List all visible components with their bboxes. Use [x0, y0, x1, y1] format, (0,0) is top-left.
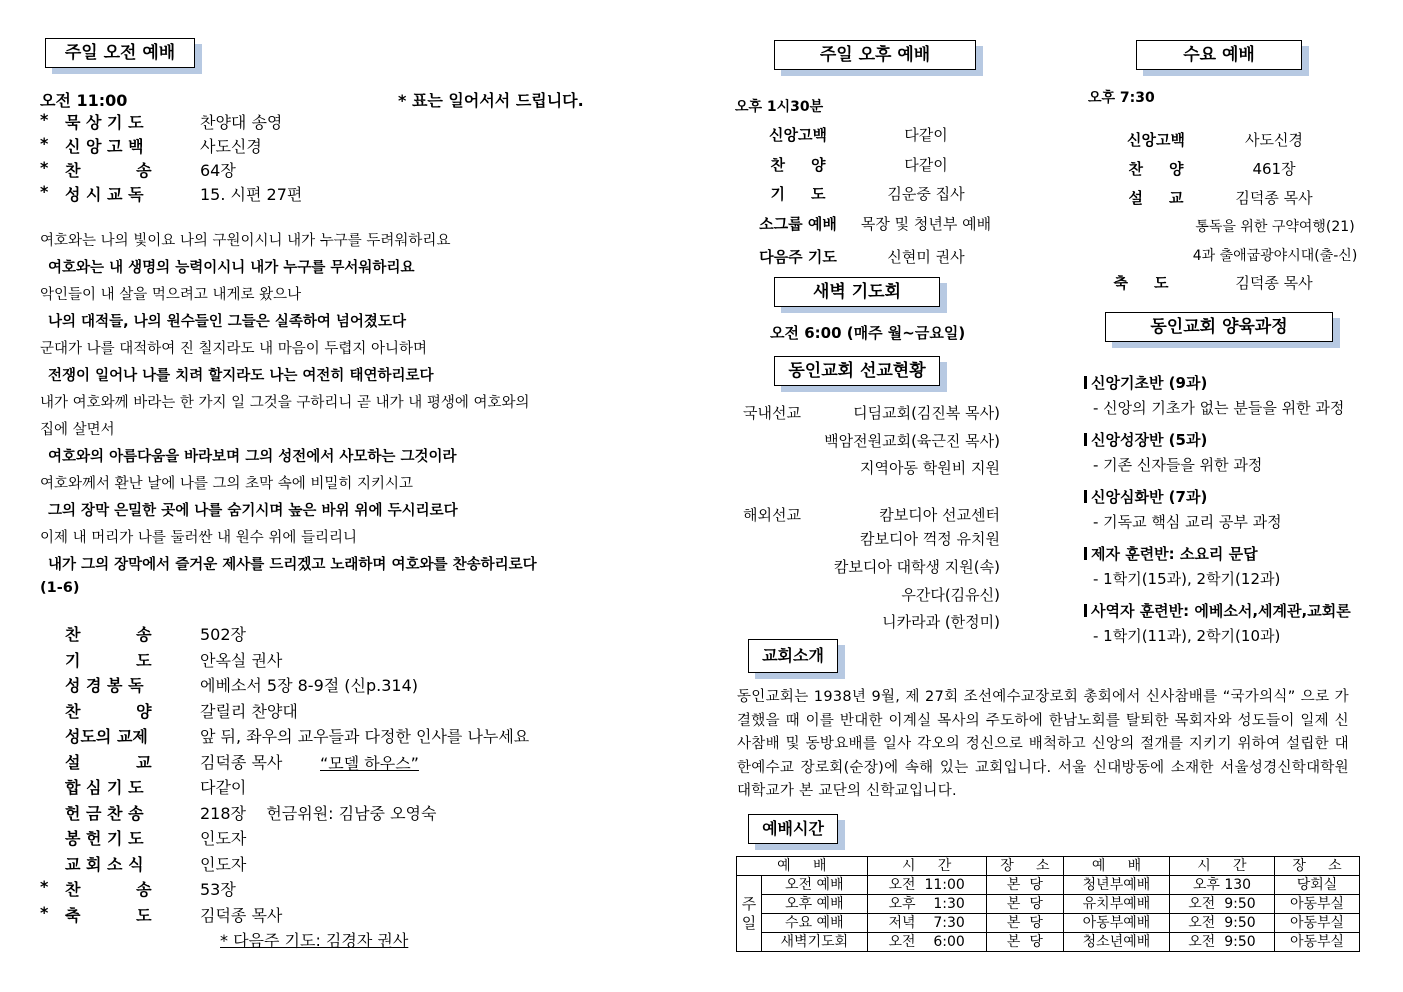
order-value: 64장: [200, 161, 236, 180]
course-desc: - 기독교 핵심 교리 공부 과정: [1093, 513, 1282, 531]
psalm-line: 내가 그의 장막에서 즐거운 제사를 드리겠고 노래하며 여호와를 찬송하리로다: [48, 557, 537, 573]
schedule-cell: 오후 1:30: [867, 895, 986, 914]
intro-text: 동인교회는 1938년 9월, 제 27회 조선예수교장로회 총회에서 신사참배를 “국가의식” 으로 가결했을 때 이를 반대한 이계실 목사의 주도하에 한남노회를 탈퇴한 목회자와 성도들이 일제 신사참배 및 동방요배를 일사 각오의 정신으로 배척하고 신앙의 절개를 지키기 위하여 설립한 대한예수교 장로회(순장)에 속해 있는 교회입니다. 서울 신대방동에 소재한 서울성경신학대학원대학교가 본 교단의 신학교입니다.: [737, 689, 1349, 799]
order-value: 다같이: [200, 778, 247, 797]
wednesday-label: 신앙고백: [1127, 131, 1185, 149]
order-label: 신 앙 고 백: [65, 137, 144, 156]
course-title: [1084, 600, 1351, 621]
wednesday-label: 찬 양: [1128, 160, 1184, 178]
domestic-mission: 백암전원교회(육근진 목사): [824, 432, 1000, 450]
course-title: [1084, 486, 1207, 507]
course-desc: - 기존 신자들을 위한 과정: [1093, 456, 1263, 474]
psalm-line: 집에 살면서: [40, 422, 115, 438]
afternoon-value: 목장 및 청년부 예배: [860, 215, 992, 233]
schedule-cell: 본 당: [986, 933, 1063, 952]
mission-header: 동인교회 선교현황: [774, 356, 940, 386]
order-label: 성 시 교 독: [65, 185, 144, 204]
schedule-row: [737, 933, 1360, 952]
order-value: 53장: [200, 880, 236, 899]
schedule-cell: 아동부실: [1275, 933, 1360, 952]
schedule-column-header: 시 간: [1169, 857, 1274, 876]
psalm-line: 악인들이 내 살을 먹으려고 내게로 왔으나: [40, 287, 302, 303]
psalm-line: 전쟁이 일어나 나를 치려 할지라도 나는 여전히 태연하리로다: [48, 368, 434, 384]
course-title: [1084, 372, 1207, 393]
order-label: 헌 금 찬 송: [65, 803, 144, 823]
psalm-line: 군대가 나를 대적하여 진 칠지라도 내 마음이 두렵지 아니하며: [40, 341, 428, 357]
afternoon-value: 다같이: [904, 126, 948, 144]
course-desc: - 1학기(11과), 2학기(10과): [1093, 627, 1281, 645]
schedule-table: [736, 856, 1360, 952]
schedule-cell: 오전 9:50: [1169, 914, 1274, 933]
psalm-line: 나의 대적들, 나의 원수들인 그들은 실족하여 넘어졌도다: [48, 314, 406, 330]
order-value: 15. 시편 27편: [200, 185, 303, 204]
schedule-cell: 본 당: [986, 876, 1063, 895]
psalm-line: 여호와는 내 생명의 능력이시니 내가 누구를 무서워하리요: [48, 260, 415, 276]
order-label: 기 도: [65, 650, 152, 670]
course-title-text: 신앙심화반 (7과): [1091, 488, 1208, 506]
course-bullet: [1084, 490, 1087, 503]
course-bullet: [1084, 433, 1087, 446]
schedule-cell: 오전 6:00: [867, 933, 986, 952]
schedule-row: [737, 895, 1360, 914]
psalm-line: 여호와의 아름다움을 바라보며 그의 성전에서 사모하는 그것이라: [48, 449, 457, 465]
afternoon-label: 신앙고백: [769, 126, 827, 144]
afternoon-label: 찬 양: [770, 156, 826, 174]
schedule-cell: 본 당: [986, 895, 1063, 914]
order-label: 성 경 봉 독: [65, 676, 144, 695]
psalm-line: 여호와께서 환난 날에 나를 그의 초막 속에 비밀히 지키시고: [40, 476, 414, 492]
overseas-mission: 캄보디아 선교센터: [879, 506, 1000, 524]
afternoon-time: 오후 1시30분: [735, 99, 824, 115]
overseas-label: 해외선교: [743, 506, 801, 524]
order-label: 교 회 소 식: [65, 854, 144, 874]
intro-header: 교회소개: [748, 639, 838, 673]
course-bullet: [1084, 604, 1087, 617]
wednesday-service-header: 수요 예배: [1136, 40, 1302, 70]
morning-service-header: 주일 오전 예배: [45, 38, 195, 68]
course-title-text: 제자 훈련반: 소요리 문답: [1091, 545, 1258, 563]
schedule-cell: 청소년예배: [1064, 933, 1170, 952]
order-mark: *: [40, 110, 49, 129]
schedule-cell: 본 당: [986, 914, 1063, 933]
afternoon-service-header: 주일 오후 예배: [774, 40, 976, 70]
order-value: 김덕종 목사: [200, 752, 283, 772]
schedule-cell: 오전 9:50: [1169, 933, 1274, 952]
course-bullet: [1084, 547, 1087, 560]
order-value: 502장: [200, 625, 246, 644]
standing-note: * 표는 일어서서 드립니다.: [398, 91, 584, 110]
order-mark: *: [40, 902, 49, 922]
schedule-cell: 오전 9:50: [1169, 895, 1274, 914]
schedule-cell: 새벽기도회: [762, 933, 868, 952]
overseas-mission: 캄보디아 대학생 지원(속): [833, 558, 1000, 576]
schedule-side-label: 주 일: [737, 876, 762, 952]
overseas-mission: 우간다(김유신): [901, 586, 1000, 604]
afternoon-label: 다음주 기도: [759, 248, 837, 266]
order-label: 설 교: [65, 752, 152, 772]
psalm-line: 내가 여호와께 바라는 한 가지 일 그것을 구하리니 곧 내가 내 평생에 여호와의: [40, 395, 530, 411]
order-value: 인도자: [200, 829, 247, 848]
schedule-row: [737, 914, 1360, 933]
dawn-prayer-header: 새벽 기도회: [774, 277, 940, 307]
wednesday-value: 사도신경: [1245, 131, 1303, 149]
order-label: 봉 헌 기 도: [65, 829, 144, 848]
course-title: [1084, 429, 1207, 450]
schedule-cell: 아동부실: [1275, 895, 1360, 914]
order-value: 찬양대 송영: [200, 113, 283, 132]
schedule-cell: 아동부실: [1275, 914, 1360, 933]
order-label: 성도의 교제: [65, 727, 148, 746]
order-mark: *: [40, 134, 49, 153]
order-value: 갈릴리 찬양대: [200, 701, 298, 721]
order-mark: *: [40, 182, 49, 201]
afternoon-value: 다같이: [904, 156, 948, 174]
training-header: 동인교회 양육과정: [1105, 312, 1333, 342]
overseas-mission: 캄보디아 꺽정 유치원: [860, 530, 1000, 548]
afternoon-value: 신현미 권사: [887, 248, 965, 266]
psalm-line: 그의 장막 은밀한 곳에 나를 숨기시며 높은 바위 위에 두시리로다: [48, 503, 458, 519]
wednesday-time: 오후 7:30: [1088, 90, 1155, 106]
schedule-cell: 오전 11:00: [867, 876, 986, 895]
afternoon-value: 김운중 집사: [887, 185, 965, 203]
course-title: [1084, 543, 1258, 564]
morning-time: 오전 11:00: [40, 91, 128, 110]
schedule-header-row: [737, 857, 1360, 876]
domestic-label: 국내선교: [743, 404, 801, 422]
afternoon-label: 소그룹 예배: [759, 215, 837, 233]
course-title-text: 신앙기초반 (9과): [1091, 374, 1208, 392]
order-label: 찬 송: [65, 161, 152, 180]
schedule-cell: 아동부예배: [1064, 914, 1170, 933]
order-value: 사도신경: [200, 137, 262, 156]
overseas-mission: 니카라과 (한정미): [882, 613, 1000, 631]
schedule-cell: 오후 130: [1169, 876, 1274, 895]
schedule-cell: 당회실: [1275, 876, 1360, 895]
psalm-line: 이제 내 머리가 나를 둘러싼 내 원수 위에 들리리니: [40, 530, 358, 546]
course-title-text: 신앙성장반 (5과): [1091, 431, 1208, 449]
dawn-time: 오전 6:00 (매주 월~금요일): [770, 324, 966, 342]
schedule-column-header: 예 배: [1064, 857, 1170, 876]
course-desc: - 1학기(15과), 2학기(12과): [1093, 570, 1281, 588]
wednesday-value: 461장: [1252, 160, 1296, 178]
domestic-mission: 지역아동 학원비 지원: [860, 459, 1000, 477]
schedule-cell: 유치부예배: [1064, 895, 1170, 914]
order-mark: *: [40, 877, 49, 896]
domestic-mission: 디딤교회(김진복 목사): [853, 404, 1000, 422]
order-value: 218장 헌금위원: 김남중 오영숙: [200, 803, 437, 823]
wednesday-label: 설 교: [1128, 189, 1184, 207]
order-value: 인도자: [200, 854, 247, 874]
order-label: 찬 송: [65, 625, 152, 644]
schedule-column-header: 예 배: [737, 857, 868, 876]
schedule-cell: 오전 예배: [762, 876, 868, 895]
wednesday-value: 김덕종 목사: [1235, 189, 1313, 207]
afternoon-label: 기 도: [770, 185, 826, 203]
schedule-column-header: 시 간: [867, 857, 986, 876]
psalm-line: 여호와는 나의 빛이요 나의 구원이시니 내가 누구를 두려워하리요: [40, 233, 451, 249]
order-label: 찬 양: [65, 701, 152, 721]
wednesday-label: 축 도: [1113, 274, 1169, 292]
schedule-column-header: 장 소: [986, 857, 1063, 876]
schedule-row: [737, 876, 1360, 895]
order-value: 안옥실 권사: [200, 650, 283, 670]
order-value: 김덕종 목사: [200, 905, 283, 925]
course-desc: - 신앙의 기초가 없는 분들을 위한 과정: [1093, 399, 1345, 417]
schedule-header: 예배시간: [748, 814, 838, 844]
wednesday-sermon-line: 4과 출애굽광야시대(출-신): [1192, 248, 1358, 264]
sermon-title: “모델 하우스”: [320, 754, 419, 773]
order-value: 에베소서 5장 8-9절 (신p.314): [200, 676, 419, 695]
course-title-text: 사역자 훈련반: 에베소서,세계관,교회론: [1091, 602, 1351, 620]
order-label: 축 도: [65, 905, 152, 925]
wednesday-sermon-line: 통독을 위한 구약여행(21): [1195, 219, 1355, 235]
psalm-line: (1-6): [40, 580, 80, 596]
wednesday-value: 김덕종 목사: [1235, 274, 1313, 292]
schedule-cell: 오후 예배: [762, 895, 868, 914]
schedule-cell: 저녁 7:30: [867, 914, 986, 933]
course-bullet: [1084, 376, 1087, 389]
schedule-column-header: 장 소: [1275, 857, 1360, 876]
schedule-cell: 수요 예배: [762, 914, 868, 933]
next-week-prayer: * 다음주 기도: 김경자 권사: [220, 931, 409, 950]
order-label: 묵 상 기 도: [65, 113, 144, 132]
order-label: 찬 송: [65, 880, 152, 899]
order-label: 합 심 기 도: [65, 778, 144, 797]
order-value: 앞 뒤, 좌우의 교우들과 다정한 인사를 나누세요: [200, 727, 530, 746]
schedule-cell: 청년부예배: [1064, 876, 1170, 895]
order-mark: *: [40, 158, 49, 177]
